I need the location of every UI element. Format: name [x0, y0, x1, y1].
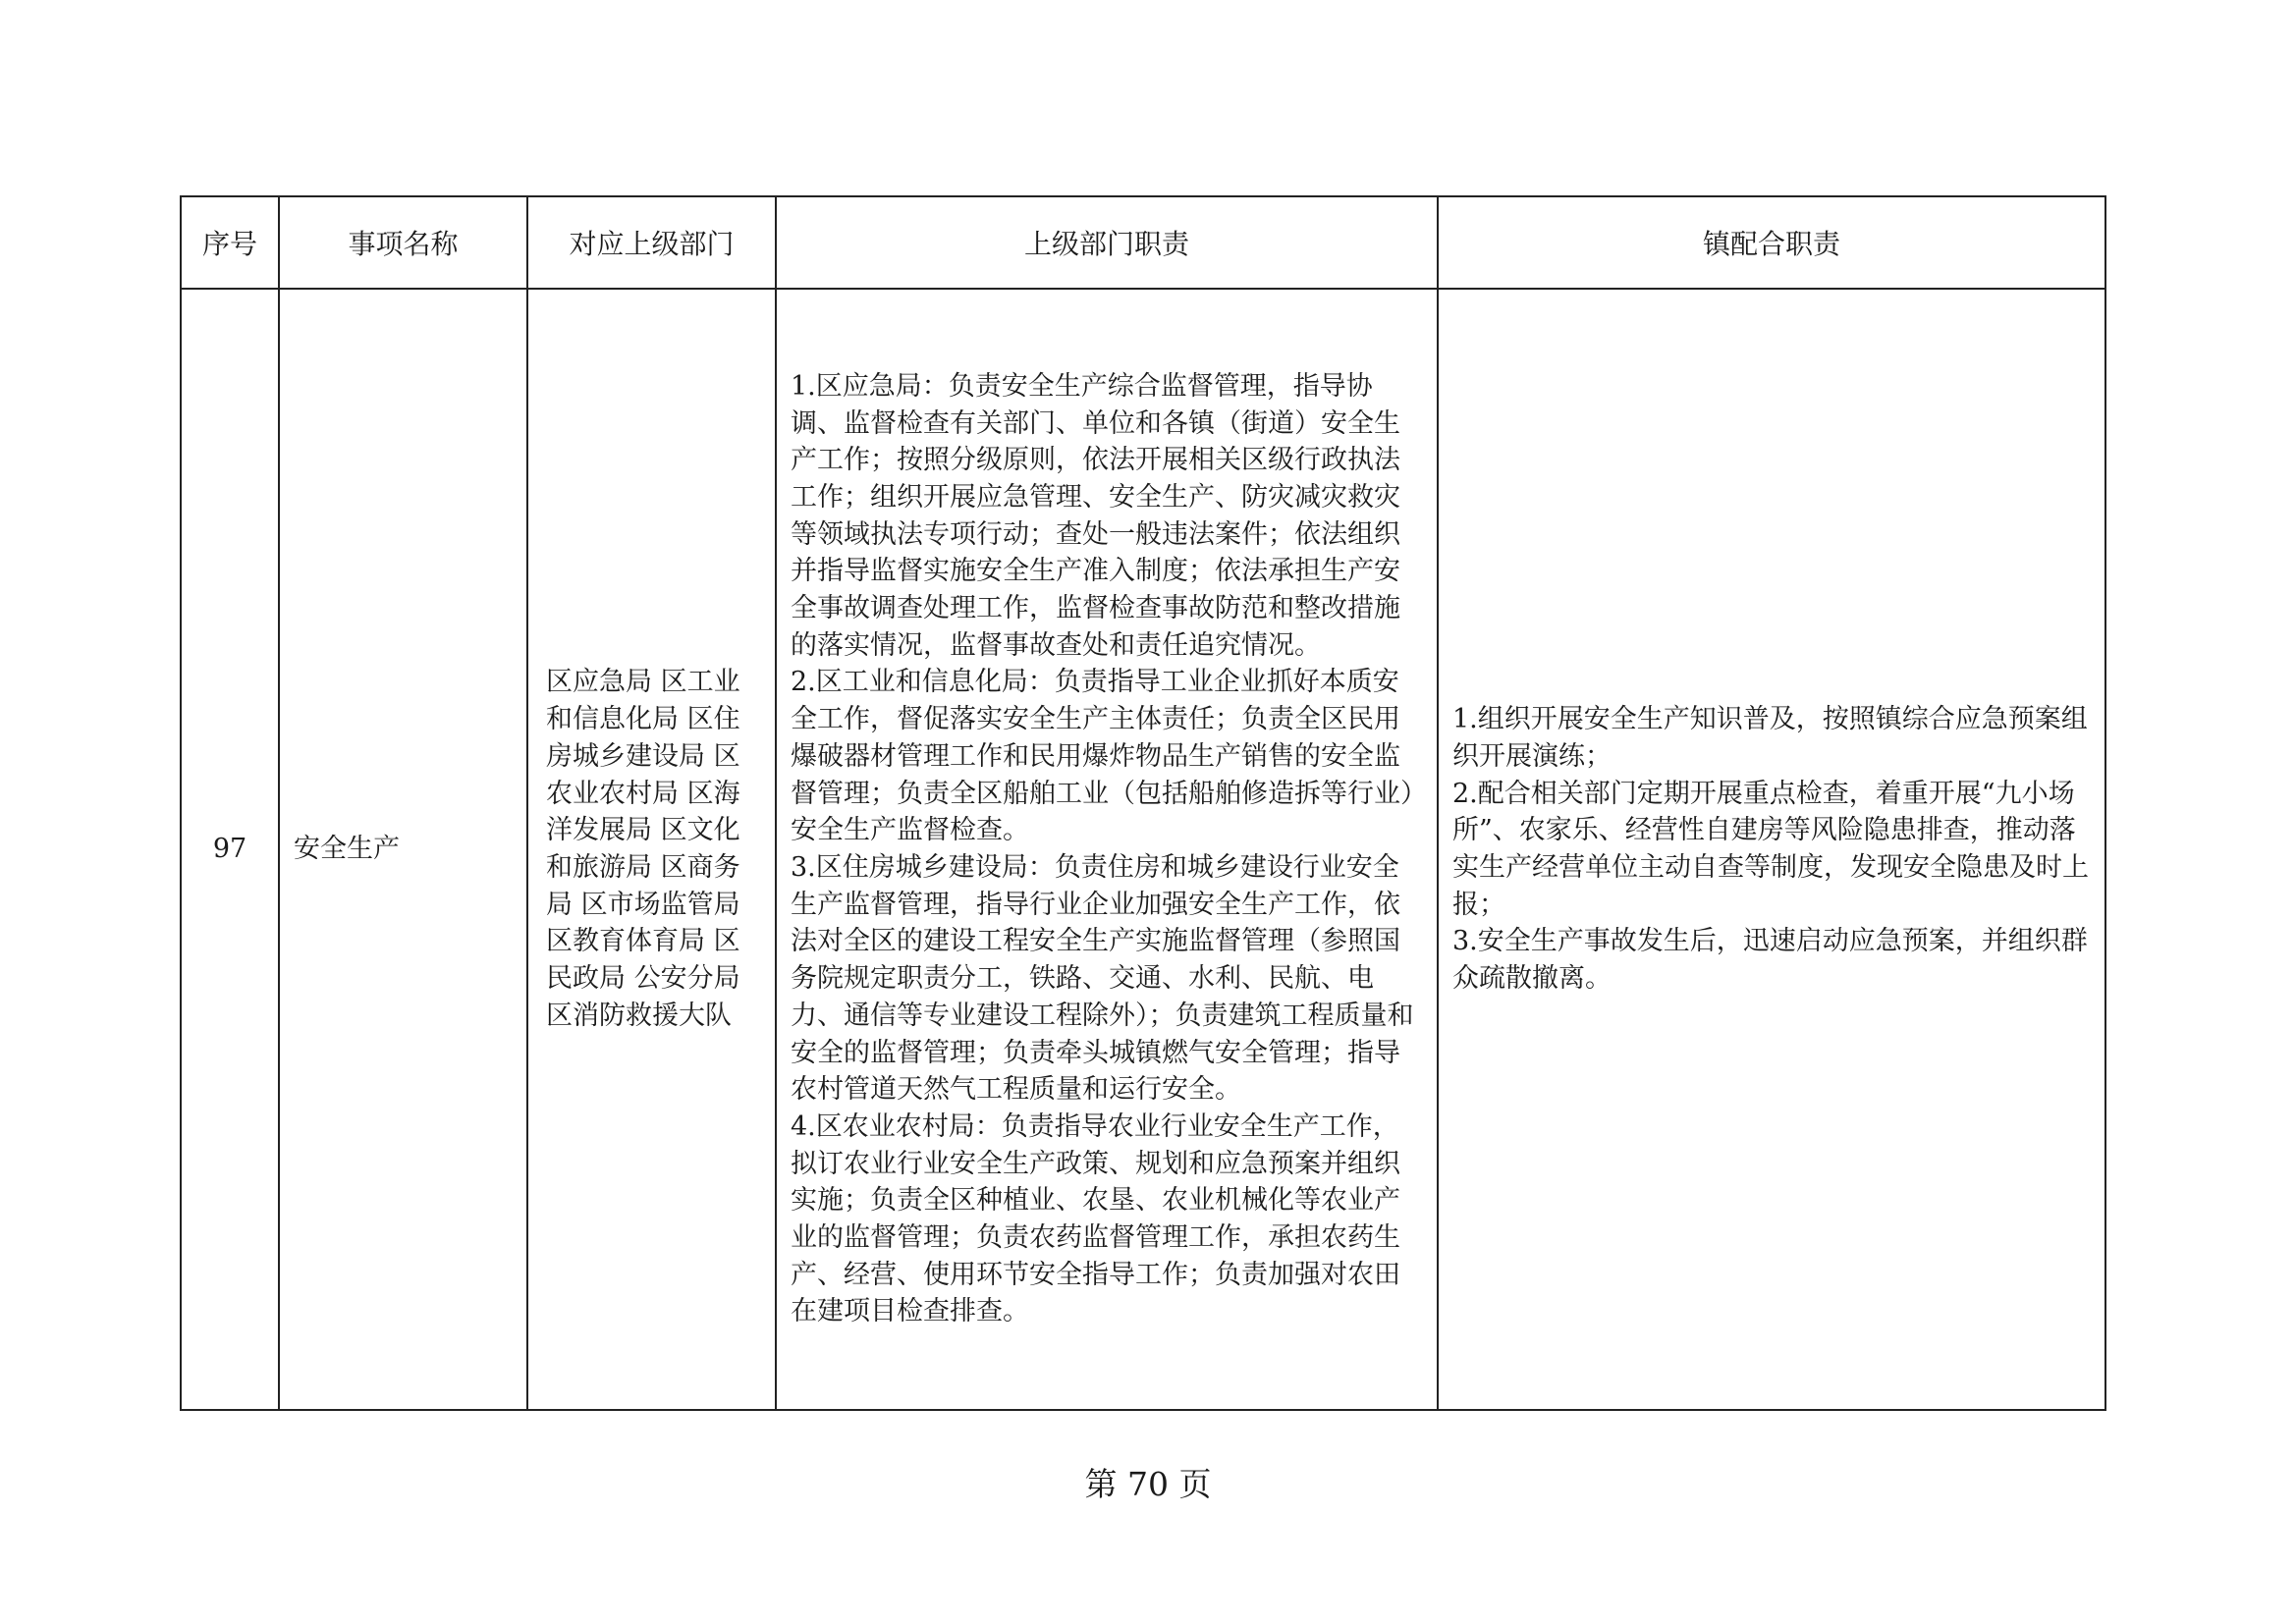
responsibility-table: [180, 195, 2106, 1411]
cell-item-name: 安全生产: [279, 289, 527, 1410]
duty-paragraph: 2.区工业和信息化局：负责指导工业企业抓好本质安全工作，督促落实安全生产主体责任；负责全区民用爆破器材管理工作和民用爆炸物品生产销售的安全监督管理；负责全区船舶工业（包括船舶修造拆等行业）安全生产监督检查。: [791, 667, 1414, 846]
cell-department-duties: [776, 289, 1438, 1410]
header-seq: 序号: [181, 196, 279, 289]
duty-paragraph: 3.区住房城乡建设局：负责住房和城乡建设行业安全生产监督管理，指导行业企业加强安全生产工作，依法对全区的建设工程安全生产实施监督管理（参照国务院规定职责分工，铁路、交通、水利、民航、电力、通信等专业建设工程除外）；负责建筑工程质量和安全的监督管理；负责牵头城镇燃气安全管理；指导农村管道天然气工程质量和运行安全。: [791, 852, 1414, 1106]
cell-seq: 97: [181, 289, 279, 1410]
cell-departments: 区应急局 区工业和信息化局 区住房城乡建设局 区农业农村局 区海洋发展局 区文化和旅游局 区商务局 区市场监管局 区教育体育局 区民政局 公安分局 区消防救援大队: [527, 289, 776, 1410]
duty-paragraph: 1.区应急局：负责安全生产综合监督管理，指导协调、监督检查有关部门、单位和各镇（街道）安全生产工作；按照分级原则，依法开展相关区级行政执法工作；组织开展应急管理、安全生产、防灾减灾救灾等领域执法专项行动；查处一般违法案件；依法组织并指导监督实施安全生产准入制度；依法承担生产安全事故调查处理工作，监督检查事故防范和整改措施的落实情况，监督事故查处和责任追究情况。: [791, 370, 1400, 661]
header-item-name: 事项名称: [279, 196, 527, 289]
cell-town-duties: [1438, 289, 2105, 1410]
header-town-duties: 镇配合职责: [1438, 196, 2105, 289]
town-duty-paragraph: 1.组织开展安全生产知识普及，按照镇综合应急预案组织开展演练；: [1452, 704, 2088, 772]
header-row: [181, 196, 2105, 289]
duty-paragraph: 4.区农业农村局：负责指导农业行业安全生产工作，拟订农业行业安全生产政策、规划和应急预案并组织实施；负责全区种植业、农垦、农业机械化等农业产业的监督管理；负责农药监督管理工作，承担农药生产、经营、使用环节安全指导工作；负责加强对农田在建项目检查排查。: [791, 1110, 1400, 1327]
header-department: 对应上级部门: [527, 196, 776, 289]
table-row: [181, 289, 2105, 1410]
town-duty-paragraph: 3.安全生产事故发生后，迅速启动应急预案，并组织群众疏散撤离。: [1452, 926, 2088, 995]
town-duty-paragraph: 2.配合相关部门定期开展重点检查，着重开展“九小场所”、农家乐、经营性自建房等风险隐患排查，推动落实生产经营单位主动自查等制度，发现安全隐患及时上报；: [1452, 778, 2089, 920]
header-department-duties: 上级部门职责: [776, 196, 1438, 289]
page-number: 第 70 页: [1084, 1465, 1212, 1503]
